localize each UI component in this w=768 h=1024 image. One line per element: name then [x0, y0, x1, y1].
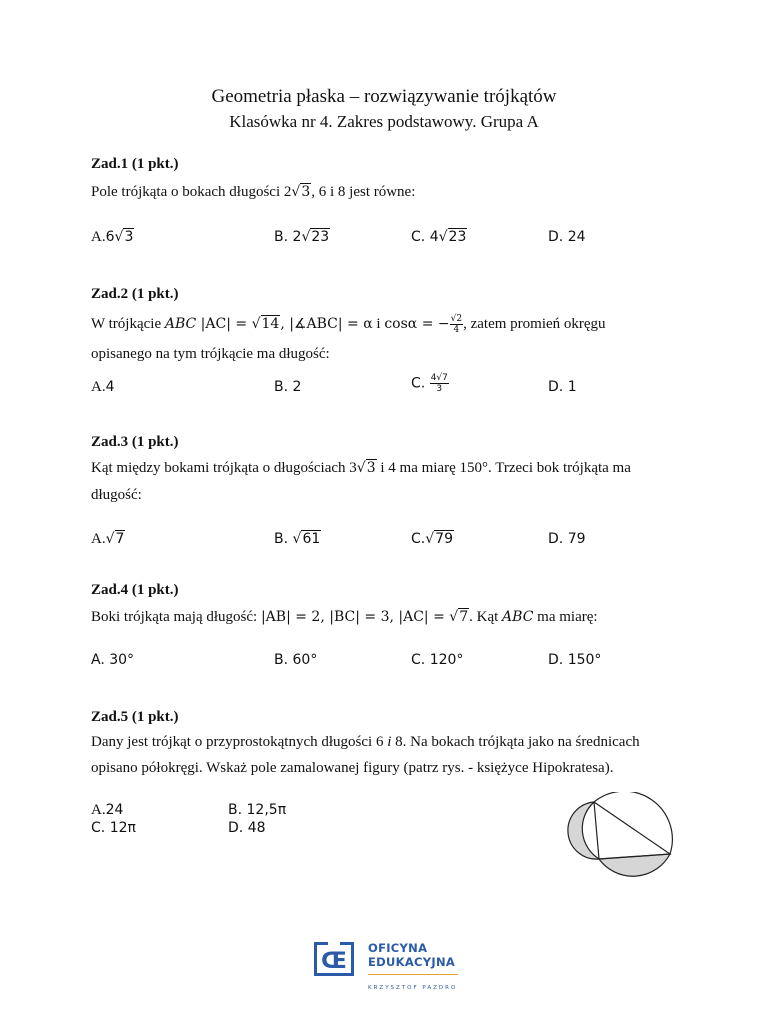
oficyna-logo-icon	[314, 940, 354, 976]
q5-answer-b[interactable]: B. 12,5π	[228, 802, 287, 818]
q1-heading: Zad.1 (1 pkt.)	[91, 156, 179, 172]
q2-answer-c[interactable]: C. $\frac{4√7}{3}$	[411, 373, 448, 394]
hypotenuse-semicircle	[594, 792, 672, 854]
q5-answer-c[interactable]: C. 12π	[91, 820, 136, 836]
q2-answer-a[interactable]: A.4	[91, 379, 115, 395]
q1-text: Pole trójkąta o bokach długości 2√3, 6 i 8 jest równe:	[91, 184, 416, 200]
q5-answer-d[interactable]: D. 48	[228, 820, 266, 836]
q4-text: Boki trójkąta mają długość: |AB| = 2, |BC| = 3, |AC| = √7. Kąt ABC ma miarę:	[91, 609, 598, 625]
q5-heading: Zad.5 (1 pkt.)	[91, 709, 179, 725]
q5-text: Dany jest trójkąt o przyprostokątnych długości 6 i 8. Na bokach trójkąta jako na średnicach	[91, 734, 640, 750]
q4-answer-d[interactable]: D. 150°	[548, 652, 602, 668]
logo-line2: EDUKACYJNA	[368, 955, 456, 969]
q1-answer-c[interactable]: C. 4√23	[411, 229, 467, 245]
page-subtitle: Klasówka nr 4. Zakres podstawowy. Grupa A	[229, 112, 539, 131]
q3-heading: Zad.3 (1 pkt.)	[91, 434, 179, 450]
bottom-lune	[599, 854, 670, 876]
page-title: Geometria płaska – rozwiązywanie trójkątów	[211, 86, 557, 107]
q2-answer-b[interactable]: B. 2	[274, 379, 302, 395]
q3-answer-a[interactable]: A.√7	[91, 531, 125, 547]
q3-text: Kąt między bokami trójkąta o długościach 3√3 i 4 ma miarę 150°. Trzeci bok trójkąta ma	[91, 460, 631, 476]
q2-answer-d[interactable]: D. 1	[548, 379, 577, 395]
logo-divider	[368, 974, 458, 975]
hippocrates-lunes-figure	[560, 792, 680, 888]
q1-answer-a[interactable]: A.6√3	[91, 229, 134, 245]
q4-answer-b[interactable]: B. 60°	[274, 652, 318, 668]
logo-line1: OFICYNA	[368, 941, 428, 955]
q5-answer-a[interactable]: A.24	[91, 802, 124, 818]
q3-text-line2: długość:	[91, 487, 142, 503]
q2-text-line2: opisanego na tym trójkącie ma długość:	[91, 346, 330, 362]
logo-subtitle: KRZYSZTOF PAZDRO	[368, 985, 458, 991]
q3-answer-b[interactable]: B. √61	[274, 531, 321, 547]
svg-text:Œ: Œ	[321, 949, 347, 974]
q4-answer-a[interactable]: A. 30°	[91, 652, 135, 668]
q2-text: W trójkącie ABC |AC| = √14, |∡ABC| = α i cosα = − $\frac{√2}{4}$ , zatem promień okręgu	[91, 314, 606, 335]
q4-answer-c[interactable]: C. 120°	[411, 652, 464, 668]
q3-answer-d[interactable]: D. 79	[548, 531, 586, 547]
right-triangle	[594, 802, 670, 859]
q5-text-line2: opisano półokręgi. Wskaż pole zamalowanej figury (patrz rys. - księżyce Hipokratesa).	[91, 760, 614, 776]
q2-heading: Zad.2 (1 pkt.)	[91, 286, 179, 302]
q4-heading: Zad.4 (1 pkt.)	[91, 582, 179, 598]
q1-answer-b[interactable]: B. 2√23	[274, 229, 330, 245]
q1-answer-d[interactable]: D. 24	[548, 229, 586, 245]
q3-answer-c[interactable]: C.√79	[411, 531, 453, 547]
